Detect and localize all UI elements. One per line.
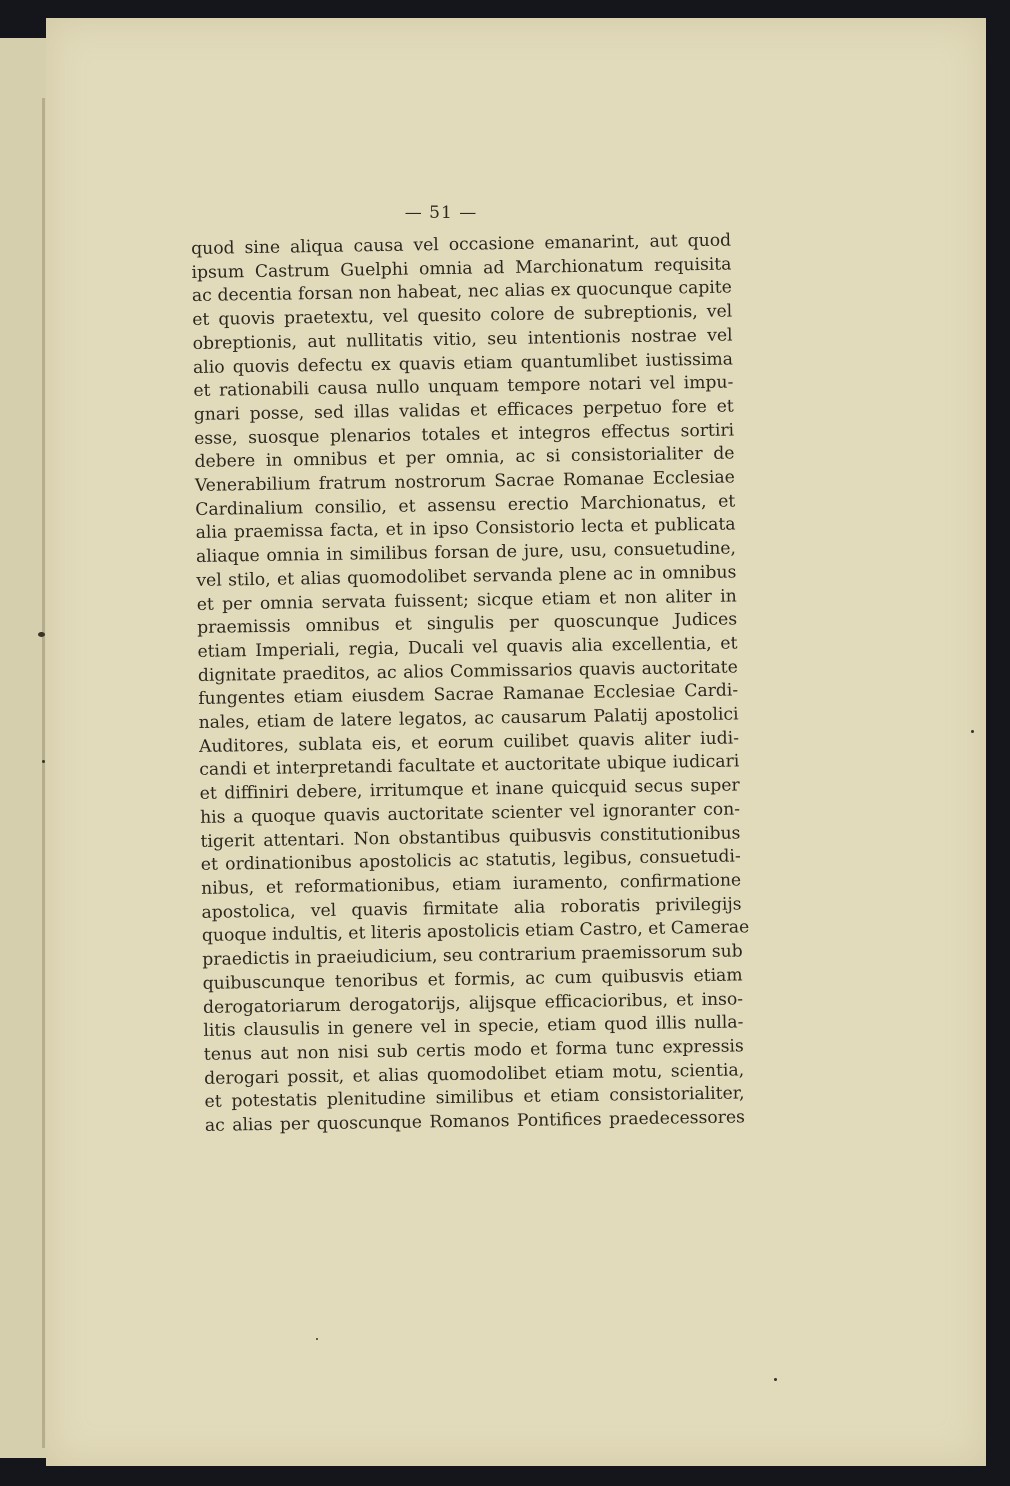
body-text [191, 230, 750, 1139]
text-line: quod sine aliqua causa vel occasione emanarint, aut quod [191, 230, 732, 259]
text-line: alia praemissa facta, et in ipso Consistorio lecta et publicata [195, 514, 736, 544]
text-line: tigerit attentari. Non obstantibus quibusvis constitutionibus [200, 823, 741, 852]
text-line: et potestatis plenitudine similibus et etiam consistorialiter, [204, 1083, 745, 1113]
paper-speck [971, 730, 974, 733]
text-line: fungentes etiam eiusdem Sacrae Ramanae Ecclesiae Cardi- [198, 680, 739, 710]
text-line: et diffiniri debere, irritumque et inane quicquid secus super [199, 775, 740, 805]
text-line: et quovis praetextu, vel quesito colore de subreptionis, vel [192, 301, 733, 331]
paper-speck [42, 760, 45, 763]
text-line: Cardinalium consilio, et assensu erectio Marchionatus, et [195, 491, 736, 520]
text-line: apostolica, vel quavis firmitate alia roboratis privilegijs [201, 894, 742, 923]
facing-page-edge [0, 38, 47, 1458]
paper-speck [774, 1378, 777, 1381]
text-line: ac alias per quoscunque Romanos Pontifices praedecessores [204, 1107, 746, 1136]
text-line: Auditores, sublata eis, et eorum cuilibet quavis aliter iudi- [198, 728, 740, 757]
text-line: et per omnia servata fuissent; sicque etiam et non aliter in [196, 586, 737, 615]
text-line: tenus aut non nisi sub certis modo et forma tunc expressis [203, 1036, 744, 1065]
text-line: vel stilo, et alias quomodolibet servanda plene ac in omnibus [196, 562, 737, 591]
page-number: — 51 — [404, 203, 478, 223]
text-line: ac decentia forsan non habeat, nec alias ex quocunque capite [191, 277, 733, 307]
book-page [46, 18, 986, 1466]
text-line: candi et interpretandi facultate et auctoritate ubique iudicari [199, 751, 740, 781]
text-line: alio quovis defectu ex quavis etiam quantumlibet iustissima [192, 349, 734, 378]
text-line: his a quoque quavis auctoritate scienter vel ignoranter con- [199, 799, 741, 828]
page-gutter-shadow [42, 98, 45, 1448]
text-line: debere in omnibus et per omnia, ac si consistorialiter de [194, 443, 735, 473]
text-line: litis clausulis in genere vel in specie, etiam quod illis nulla- [203, 1012, 744, 1042]
text-line: ipsum Castrum Guelphi omnia ad Marchionatum requisita [191, 254, 732, 283]
text-line: obreptionis, aut nullitatis vitio, seu intentionis nostrae vel [192, 325, 733, 354]
text-line: quoque indultis, et literis apostolicis etiam Castro, et Camerae [201, 917, 750, 947]
text-line: derogatoriarum derogatorijs, alijsque efficacioribus, et inso- [202, 988, 744, 1018]
text-line: nales, etiam de latere legatos, ac causarum Palatij apostolici [198, 704, 739, 734]
text-line: gnari posse, sed illas validas et efficaces perpetuo fore et [193, 396, 734, 425]
text-line: aliaque omnia in similibus forsan de jure, usu, consuetudine, [195, 538, 737, 568]
text-line: etiam Imperiali, regia, Ducali vel quavis alia excellentia, et [197, 633, 738, 662]
text-line: esse, suosque plenarios totales et integros effectus sortiri [193, 420, 735, 449]
text-line: praedictis in praeiudicium, seu contrarium praemissorum sub [202, 941, 743, 971]
text-line: derogari possit, et alias quomodolibet etiam motu, scientia, [204, 1060, 745, 1089]
paper-speck [38, 632, 45, 637]
text-line: Venerabilium fratrum nostrorum Sacrae Romanae Ecclesiae [194, 467, 735, 496]
text-line: praemissis omnibus et singulis per quoscunque Judices [196, 609, 738, 639]
text-line: et ordinationibus apostolicis ac statutis, legibus, consuetudi- [200, 846, 741, 876]
text-line: et rationabili causa nullo unquam tempore notari vel impu- [193, 372, 734, 402]
text-line: quibuscunque tenoribus et formis, ac cum quibusvis etiam [202, 965, 743, 994]
paper-speck [316, 1338, 318, 1340]
text-line: dignitate praeditos, ac alios Commissarios quavis auctoritate [197, 657, 738, 686]
text-line: nibus, et reformationibus, etiam iuramento, confirmatione [201, 870, 742, 899]
